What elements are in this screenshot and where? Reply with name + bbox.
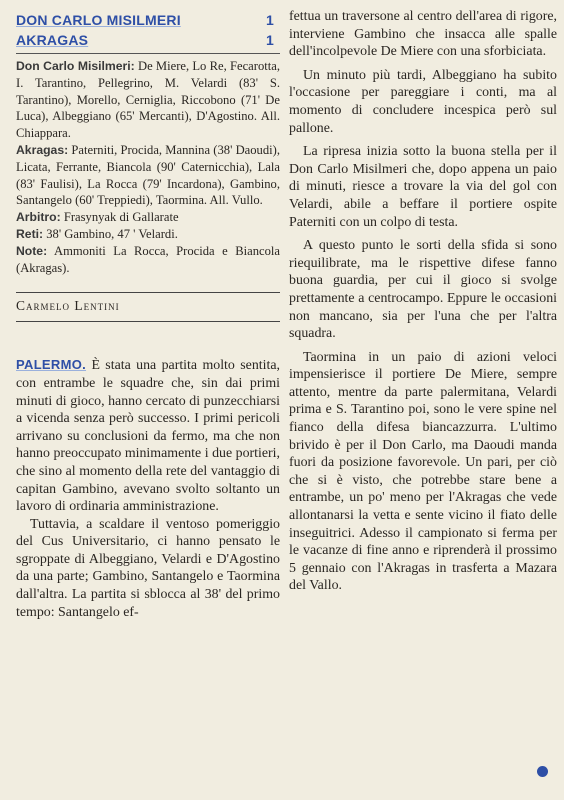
- lineup-away-text: Paterniti, Procida, Mannina (38' Daoudi), Licata, Ferrante, Biancola (90' Caternicchia), Lala (83' Faulisi), La Rocca (79' Incardona), Gambino, Santangelo (60' Treppiedi), Taormina. All. Vullo.: [16, 142, 280, 208]
- author-byline: Carmelo Lentini: [16, 292, 280, 315]
- right-column: [289, 8, 557, 595]
- notes-text: Ammoniti La Rocca, Procida e Biancola (Akragas).: [16, 243, 280, 275]
- end-of-article-bullet-icon: [537, 766, 548, 777]
- referee: [16, 209, 280, 226]
- home-team-name: DON CARLO MISILMERI: [16, 12, 181, 28]
- paragraph-text: È stata una partita molto sentita, con entrambe le squadre che, sin dai primi minuti di gioco, hanno cercato di punzecchiarsi a vicenda senza però successo. I primi pericoli arrivano su conclusioni da fermo, ma che non hanno preoccupato minimamente i due portieri, che sino al momento della rete del vantaggio di capitan Gambino, avevano svolto soltanto un lavoro di ordinaria amministrazione.: [16, 358, 280, 515]
- dateline: PALERMO.: [16, 357, 87, 373]
- away-team-name: AKRAGAS: [16, 32, 89, 48]
- notes: [16, 243, 280, 277]
- referee-text: Frasynyak di Gallarate: [63, 210, 179, 225]
- article-paragraph: fettua un traversone al centro dell'area di rigore, interviene Gambino che insacca alle spalle dell'incolpevole De Miere con una sforbiciata.: [289, 9, 557, 60]
- article-paragraph: A questo punto le sorti della sfida si sono riequilibrate, ma le rispettive difese fanno buona guardia, per cui il gioco si svolge prettamente a centrocampo. Eppure le occasioni non mancano, sia per l'una che per l'altra squadra.: [289, 238, 557, 342]
- article-paragraph: La ripresa inizia sotto la buona stella per il Don Carlo Misilmeri che, dopo appena un paio di minuti, riesce a trovare la via del gol con Velardi, abile a beffare il portiere ospite Paterniti con un colpo di testa.: [289, 144, 557, 230]
- article-body-right: [289, 8, 557, 595]
- scoreboard-divider: [16, 53, 280, 54]
- article-paragraph: Taormina in un paio di azioni veloci impensierisce il portiere De Miere, sempre attento, mentre da parte palermitana, Velardi prima e S. Tarantino poi, sono le vere spine nel fianco della difesa biancazzurra. L'ultimo brivido è per il Don Carlo, ma Daoudi manda fuori da posizione favorevole. Un pari, per ciò che si è visto, che potrebbe stare bene a entrambe, un po' meno per l'Akragas che vede allontanarsi la vetta e sente vicino il fiato delle inseguitrici. Adesso il campionato si ferma per le vacanze di fine anno e riprenderà il prossimo 5 gennaio con l'Akragas in trasferta a Mazara del Vallo.: [289, 349, 557, 594]
- lineup-away-label: Akragas:: [16, 142, 69, 157]
- scoreboard-row-away: [16, 30, 280, 50]
- scoreboard-row-home: [16, 10, 280, 30]
- left-column: [16, 10, 280, 621]
- notes-label: Note:: [16, 243, 48, 258]
- away-team-score: 1: [266, 32, 274, 48]
- article-paragraph: Tuttavia, a scaldare il ventoso pomeriggio del Cus Universitario, ci hanno pensato le sgroppate di Albeggiano, Velardi e D'Agostino da una parte; Gambino, Santangelo e Taormina dall'altra. La partita si sblocca al 38' del primo tempo: Santangelo ef-: [16, 516, 280, 620]
- lineup-away: [16, 142, 280, 209]
- lineup-home: [16, 58, 280, 142]
- scoreboard: [16, 10, 280, 50]
- match-details: [16, 58, 280, 276]
- lineup-home-text: De Miere, Lo Re, Fecarotta, I. Tarantino, Pellegrino, M. Velardi (83' S. Tarantino), Morello, Cerniglia, Riccobono (71' De Luca), Albeggiano (65' Mercanti), D'Agostino. All. Chiappara.: [16, 59, 280, 141]
- home-team-score: 1: [266, 12, 274, 28]
- article-paragraph: Un minuto più tardi, Albeggiano ha subito l'occasione per pareggiare i conti, ma al momento di concludere incespica però sul pallone.: [289, 67, 557, 136]
- goals-label: Reti:: [16, 226, 44, 241]
- goals-text: 38' Gambino, 47 ' Velardi.: [46, 226, 178, 241]
- article-paragraph: [16, 356, 280, 515]
- byline-divider: [16, 321, 280, 322]
- article-body-left: [16, 356, 280, 621]
- lineup-home-label: Don Carlo Misilmeri:: [16, 59, 135, 73]
- goals: [16, 226, 280, 243]
- referee-label: Arbitro:: [16, 210, 61, 225]
